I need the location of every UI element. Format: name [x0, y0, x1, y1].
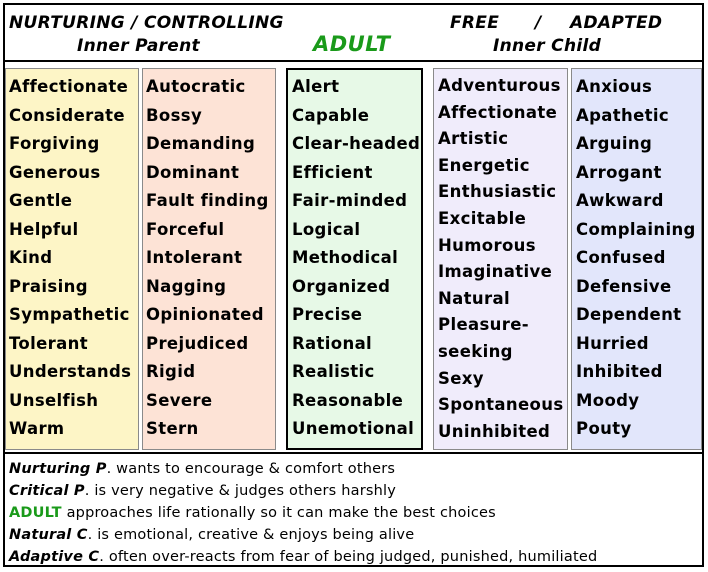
trait-word: Forceful — [146, 219, 225, 239]
trait-word: Logical — [292, 219, 361, 239]
trait-word: Adventurous — [438, 76, 561, 95]
trait-word: Rigid — [146, 362, 196, 381]
free-child-column — [433, 68, 568, 450]
trait-word: Bossy — [146, 105, 203, 125]
trait-word: Dominant — [146, 162, 240, 182]
trait-word: Warm — [9, 419, 65, 438]
legend-term: Adaptive C — [9, 549, 100, 565]
trait-word: Imaginative — [438, 262, 553, 282]
trait-word: Pouty — [576, 419, 632, 438]
trait-word: Reasonable — [292, 390, 404, 410]
adult-column — [286, 68, 423, 450]
trait-word: Enthusiastic — [438, 182, 557, 202]
trait-word: Defensive — [576, 276, 672, 296]
legend-term: ADULT — [9, 505, 62, 521]
parent-title: NURTURING / CONTROLLING — [9, 13, 284, 33]
legend-line — [9, 527, 414, 543]
trait-word: Dependent — [576, 305, 682, 324]
child-slash: / — [535, 13, 542, 33]
trait-word: Efficient — [292, 162, 373, 182]
trait-word: Gentle — [9, 191, 73, 210]
trait-word: Alert — [292, 77, 340, 96]
trait-word: Forgiving — [9, 134, 100, 153]
legend-line — [9, 549, 597, 565]
child-subtitle: Inner Child — [493, 36, 602, 56]
trait-word: Unemotional — [292, 419, 415, 438]
legend-line — [9, 505, 496, 521]
trait-word: Opinionated — [146, 305, 264, 324]
trait-word: seeking — [438, 342, 513, 361]
trait-word: Complaining — [576, 219, 696, 239]
trait-word: Moody — [576, 390, 640, 410]
trait-word: Organized — [292, 276, 391, 296]
trait-word: Considerate — [9, 105, 125, 125]
trait-word: Understands — [9, 362, 132, 381]
controlling-column — [142, 68, 276, 450]
trait-word: Kind — [9, 248, 53, 267]
legend-term: Natural C — [9, 527, 88, 543]
nurturing-column — [5, 68, 139, 450]
trait-word: Humorous — [438, 235, 536, 255]
trait-word: Apathetic — [576, 105, 670, 125]
legend — [5, 452, 702, 565]
trait-word: Anxious — [576, 77, 653, 96]
trait-word: Prejudiced — [146, 333, 249, 353]
trait-word: Artistic — [438, 129, 509, 149]
legend-text: . wants to encourage & comfort others — [106, 461, 396, 477]
trait-word: Rational — [292, 333, 373, 353]
trait-word: Severe — [146, 390, 213, 410]
trait-word: Autocratic — [146, 77, 246, 96]
parent-subtitle: Inner Parent — [77, 36, 200, 56]
trait-word: Intolerant — [146, 248, 243, 267]
trait-word: Stern — [146, 419, 199, 438]
trait-word: Precise — [292, 305, 363, 324]
trait-word: Arrogant — [576, 162, 662, 182]
trait-word: Pleasure- — [438, 315, 529, 335]
trait-word: Methodical — [292, 248, 399, 267]
legend-line — [9, 483, 396, 499]
trait-word: Sexy — [438, 368, 484, 388]
trait-word: Demanding — [146, 134, 256, 153]
trait-word: Natural — [438, 288, 510, 308]
trait-word: Fair-minded — [292, 191, 408, 210]
trait-word: Affectionate — [438, 102, 558, 122]
trait-word: Confused — [576, 248, 666, 267]
trait-word: Praising — [9, 276, 88, 296]
trait-word: Fault finding — [146, 191, 269, 210]
trait-word: Generous — [9, 162, 101, 182]
trait-word: Nagging — [146, 276, 227, 296]
legend-text: . often over-reacts from fear of being judged, punished, humiliated — [99, 549, 598, 565]
trait-word: Energetic — [438, 155, 530, 175]
trait-word: Clear-headed — [292, 134, 421, 153]
trait-word: Spontaneous — [438, 395, 564, 415]
trait-word: Capable — [292, 105, 370, 125]
trait-word: Arguing — [576, 134, 653, 153]
trait-word: Awkward — [576, 191, 664, 210]
legend-text: . is very negative & judges others harshly — [84, 483, 397, 499]
legend-term: Nurturing P — [9, 461, 107, 477]
trait-word: Uninhibited — [438, 421, 551, 441]
trait-word: Tolerant — [9, 333, 88, 353]
trait-word: Helpful — [9, 219, 79, 239]
trait-word: Affectionate — [9, 77, 129, 96]
legend-term: Critical P — [9, 483, 85, 499]
legend-text: approaches life rationally so it can make the best choices — [61, 505, 496, 521]
child-adapted-title: ADAPTED — [570, 13, 663, 33]
trait-word: Unselfish — [9, 390, 99, 410]
chart-frame — [3, 3, 704, 567]
trait-word: Realistic — [292, 362, 375, 381]
trait-word: Excitable — [438, 209, 527, 228]
trait-word: Sympathetic — [9, 305, 130, 324]
child-free-title: FREE — [450, 13, 500, 33]
adapted-child-column — [571, 68, 702, 450]
legend-line — [9, 461, 395, 477]
header — [5, 5, 702, 62]
trait-word: Inhibited — [576, 362, 663, 381]
trait-word: Hurried — [576, 333, 649, 353]
legend-text: . is emotional, creative & enjoys being alive — [87, 527, 415, 543]
adult-title: ADULT — [313, 32, 391, 56]
